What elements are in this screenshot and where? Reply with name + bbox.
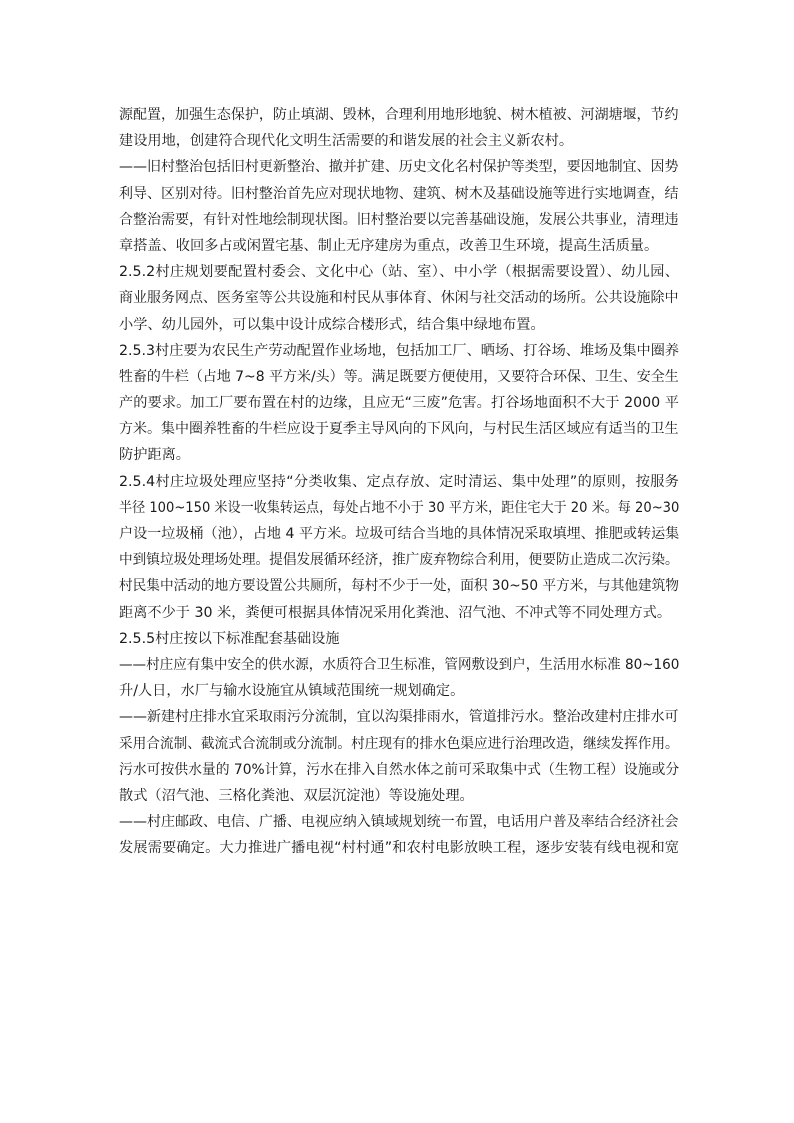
text-line: 小学、幼儿园外，可以集中设计成综合楼形式，结合集中绿地布置。	[119, 316, 545, 333]
text-line: 升/人日，水厂与输水设施宜从镇域范围统一规划确定。	[119, 683, 465, 700]
text-line: 合整治需要，有针对性地绘制现状图。旧村整治要以完善基础设施，发展公共事业，清理违	[119, 211, 679, 228]
text-line: 发展需要确定。大力推进广播电视“村村通”和农村电影放映工程，逐步安装有线电视和宽	[119, 840, 679, 857]
text-line: 2.5.2村庄规划要配置村委会、文化中心（站、室）、中小学（根据需要设置）、幼儿园、	[119, 264, 679, 281]
text-line: 污水可按供水量的 70%计算，污水在排入自然水体之前可采取集中式（生物工程）设施或分	[119, 761, 680, 778]
text-line: 建设用地，创建符合现代化文明生活需要的和谐发展的社会主义新农村。	[119, 133, 574, 150]
text-line: 中到镇垃圾处理场处理。提倡发展循环经济，推广废弃物综合利用，便要防止造成二次污染。	[119, 552, 679, 569]
text-line: 章搭盖、收回多占或闲置宅基、制止无序建房为重点，改善卫生环境，提高生活质量。	[119, 237, 659, 254]
text-line: 散式（沼气池、三格化粪池、双层沉淀池）等设施处理。	[119, 787, 474, 804]
text-line: ——村庄应有集中安全的供水源，水质符合卫生标准，管网敷设到户，生活用水标准 80~160	[119, 656, 680, 673]
text-line: 源配置，加强生态保护，防止填湖、毁林，合理利用地形地貌、树木植被、河湖塘堰，节约	[119, 107, 679, 123]
text-line: 2.5.4村庄垃圾处理应坚持“分类收集、定点存放、定时清运、集中处理”的原则，按服务	[119, 473, 679, 490]
text-line: ——旧村整治包括旧村更新整治、撤并扩建、历史文化名村保护等类型，要因地制宜、因势	[119, 159, 679, 176]
text-line: 牲畜的牛栏（占地 7~8 平方米/头）等。满足既要方便使用，又要符合环保、卫生、安全生	[119, 368, 679, 385]
text-line: 方米。集中圈养牲畜的牛栏应设于夏季主导风向的下风向，与村民生活区域应有适当的卫生	[119, 421, 679, 438]
text-line: 2.5.3村庄要为农民生产劳动配置作业场地，包括加工厂、晒场、打谷场、堆场及集中圈养	[119, 342, 680, 359]
text-line: 利导、区别对待。旧村整治首先应对现状地物、建筑、树木及基础设施等进行实地调查，结	[119, 185, 679, 202]
text-line: 2.5.5村庄按以下标准配套基础设施	[119, 630, 340, 647]
text-line: 商业服务网点、医务室等公共设施和村民从事体育、休闲与社交活动的场所。公共设施除中	[119, 290, 679, 307]
text-line: ——村庄邮政、电信、广播、电视应纳入镇域规划统一布置，电话用户普及率结合经济社会	[119, 814, 679, 831]
text-line: 防护距离。	[119, 447, 190, 464]
text-line: 产的要求。加工厂要布置在村的边缘，且应无“三废”危害。打谷场地面积不大于 2000 平	[119, 395, 679, 412]
document-page	[119, 102, 679, 861]
text-line: 半径 100~150 米设一收集转运点，每处占地不小于 30 平方米，距住宅大于 20 米。每 20~30	[119, 499, 680, 516]
text-line: 户设一垃圾桶（池），占地 4 平方米。垃圾可结合当地的具体情况采取填埋、推肥或转运集	[119, 526, 680, 542]
text-line: 村民集中活动的地方要设置公共厕所，每村不少于一处，面积 30~50 平方米，与其他建筑物	[119, 578, 679, 595]
text-line: 距离不少于 30 米，粪便可根据具体情况采用化粪池、沼气池、不冲式等不同处理方式。	[119, 604, 672, 621]
text-line: ——新建村庄排水宜采取雨污分流制，宜以沟渠排雨水，管道排污水。整治改建村庄排水可	[119, 709, 679, 726]
text-line: 采用合流制、截流式合流制或分流制。村庄现有的排水色渠应进行治理改造，继续发挥作用。	[119, 735, 679, 752]
